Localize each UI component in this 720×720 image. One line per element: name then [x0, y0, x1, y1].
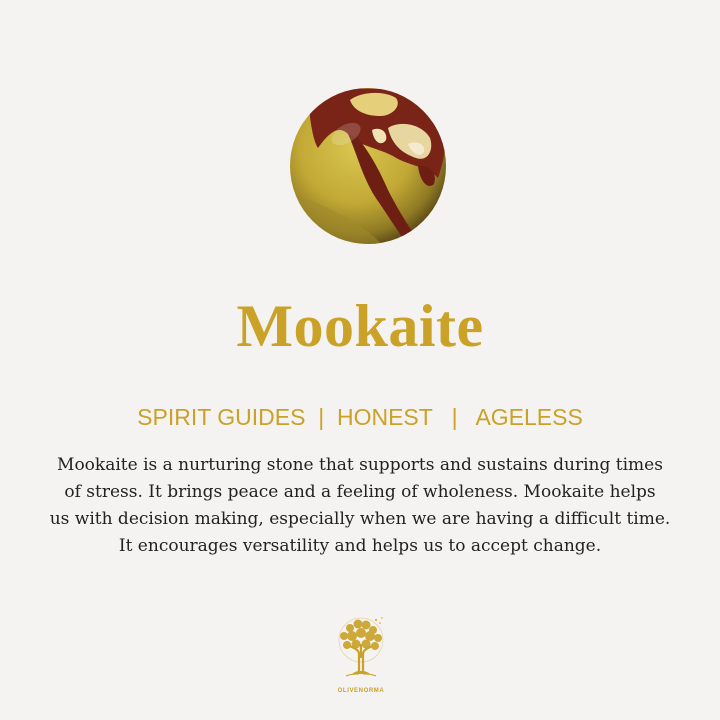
- brand-logo: [330, 614, 392, 700]
- stone-properties: SPIRIT GUIDES | HONEST | AGELESS: [137, 404, 583, 430]
- page-title: Mookaite: [236, 293, 484, 359]
- description-line: Mookaite is a nurturing stone that supports and sustains during times: [57, 455, 663, 475]
- description-line: of stress. It brings peace and a feeling of wholeness. Mookaite helps: [64, 482, 656, 502]
- mookaite-sphere-icon: [288, 86, 448, 246]
- description-line: It encourages versatility and helps us to accept change.: [118, 536, 602, 556]
- description-line: us with decision making, especially when we are having a difficult time.: [49, 509, 671, 529]
- mookaite-sphere-image: [288, 86, 448, 246]
- tree-of-life-icon: [330, 614, 392, 686]
- brand-name: OLIVENORMA: [337, 688, 385, 694]
- stone-description: [0, 452, 720, 560]
